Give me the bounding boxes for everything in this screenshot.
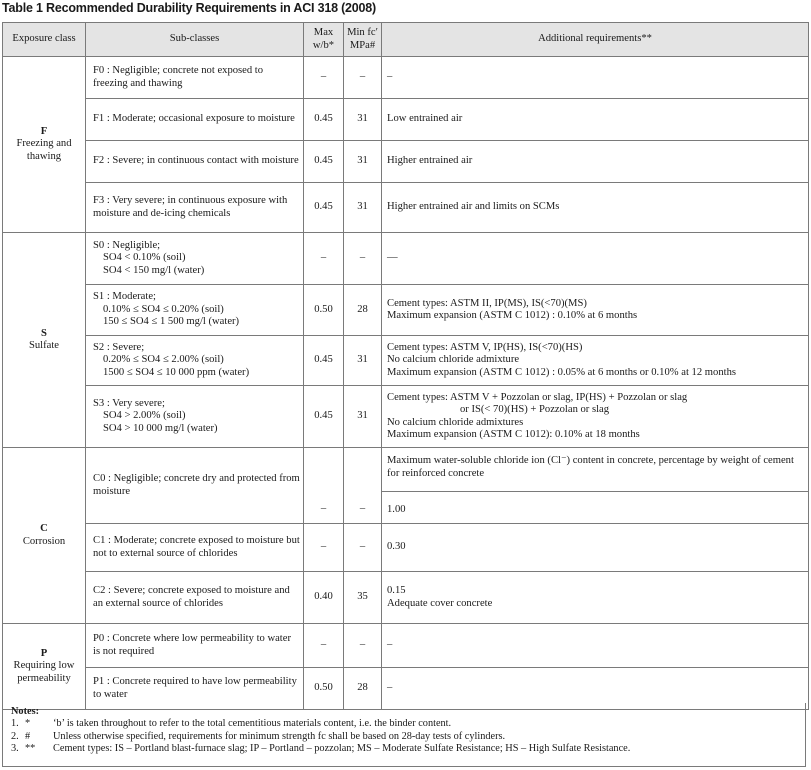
req-cell [382,285,809,336]
req-cell [382,386,809,448]
req-cell [382,448,809,524]
table-row [3,99,809,141]
note-number: 2. [11,730,19,742]
fc-cell: – [344,624,382,668]
class-name: Requiring low permeability [13,660,75,684]
table-row [3,524,809,572]
note-mark: # [25,730,31,742]
fc-cell: – [344,57,382,99]
header-min-fc: Min fc′ MPa# [344,23,382,57]
subclass-line: SO4 > 2.00% (soil) [103,410,186,422]
req-line: Maximum expansion (ASTM C 1012): 0.10% at 18 months [387,429,640,440]
note-mark: ** [25,743,36,755]
class-c-cell [3,448,86,624]
header-max-wb: Max w/b* [304,23,344,57]
req-cell: – [382,624,809,668]
req-line: Adequate cover concrete [387,597,493,609]
header-additional: Additional requirements** [382,23,809,57]
subclass-head: S3 : Very severe; [93,397,165,409]
subclass-head: S1 : Moderate; [93,291,156,303]
table-row [3,141,809,183]
wb-cell: 0.40 [304,572,344,624]
table-row [3,624,809,668]
note-mark: * [25,718,31,730]
subclass-cell: F1 : Moderate; occasional exposure to moisture [86,99,304,141]
fc-cell: – [344,233,382,285]
subclass-cell: F2 : Severe; in continuous contact with moisture [86,141,304,183]
wb-cell: – [304,448,344,524]
note-3 [11,743,797,755]
fc-cell: 35 [344,572,382,624]
req-cell: Higher entrained air and limits on SCMs [382,183,809,233]
subclass-line: 1500 ≤ SO4 ≤ 10 000 ppm (water) [103,366,250,378]
subclass-cell: C0 : Negligible; concrete dry and protected from moisture [86,448,304,524]
class-s-cell [3,233,86,448]
note-text: Cement types: IS – Portland blast-furnace slag; IP – Portland – pozzolan; MS – Moderate Sulfate Resistance; HS – High Sulfate Resistance. [53,743,631,755]
subclass-cell: C1 : Moderate; concrete exposed to moisture but not to external source of chlorides [86,524,304,572]
req-cell: – [382,668,809,710]
wb-cell: 0.45 [304,336,344,386]
notes-heading: Notes: [11,706,40,717]
wb-cell: – [304,624,344,668]
class-name: Sulfate [28,340,59,351]
note-number: 1. [11,718,19,730]
req-cell [382,572,809,624]
class-name: Freezing and thawing [16,138,72,162]
table-row [3,285,809,336]
class-letter: P [40,647,48,659]
req-cell: – [382,57,809,99]
subclass-line: 150 ≤ SO4 ≤ 1 500 mg/l (water) [103,316,240,328]
durability-table [2,22,809,710]
table-row [3,386,809,448]
table-row [3,336,809,386]
req-cell: — [382,233,809,285]
class-letter: F [40,125,48,137]
note-text: Unless otherwise specified, requirements for minimum strength fc shall be based on 28-day tests of cylinders. [53,730,506,742]
table-row [3,233,809,285]
fc-cell: – [344,524,382,572]
req-line: No calcium chloride admixtures [387,416,524,428]
subclass-cell: F3 : Very severe; in continuous exposure with moisture and de-icing chemicals [86,183,304,233]
subclass-cell: P0 : Concrete where low permeability to water is not required [86,624,304,668]
wb-cell: 0.50 [304,668,344,710]
subclass-line: 0.10% ≤ SO4 ≤ 0.20% (soil) [103,303,224,315]
note-1 [11,718,797,730]
req-cell: Higher entrained air [382,141,809,183]
note-2 [11,731,797,743]
subclass-line: SO4 < 150 mg/l (water) [103,264,205,276]
subclass-cell [86,336,304,386]
req-line: No calcium chloride admixture [387,354,520,366]
note-number: 3. [11,743,19,755]
req-line: Cement types: ASTM V + Pozzolan or slag, IP(HS) + Pozzolan or slag [387,391,688,403]
req-cell: 0.30 [382,524,809,572]
wb-cell: – [304,524,344,572]
table-row [3,57,809,99]
req-line: 0.15 [387,585,406,596]
wb-cell: 0.45 [304,141,344,183]
wb-cell: – [304,233,344,285]
subclass-cell: P1 : Concrete required to have low permeability to water [86,668,304,710]
class-p-cell [3,624,86,710]
fc-cell: – [344,448,382,524]
notes-box [2,703,806,767]
fc-cell: 31 [344,141,382,183]
fc-cell: 28 [344,285,382,336]
wb-cell: 0.45 [304,386,344,448]
fc-cell: 31 [344,183,382,233]
subclass-head: S0 : Negligible; [93,239,161,251]
req-line: Maximum expansion (ASTM C 1012) : 0.05% at 6 months or 0.10% at 12 months [387,366,736,378]
subclass-head: S2 : Severe; [93,341,145,353]
req-line: Cement types: ASTM II, IP(MS), IS(<70)(MS) [387,297,587,309]
req-line: Maximum expansion (ASTM C 1012) : 0.10% at 6 months [387,310,638,321]
req-cell: Low entrained air [382,99,809,141]
fc-cell: 31 [344,386,382,448]
subclass-cell: C2 : Severe; concrete exposed to moisture and an external source of chlorides [86,572,304,624]
class-f-cell [3,57,86,233]
class-name: Corrosion [22,535,66,547]
header-subclasses: Sub-classes [86,23,304,57]
req-line: Cement types: ASTM V, IP(HS), IS(<70)(HS) [387,341,583,353]
header-exposure: Exposure class [3,23,86,57]
wb-cell: – [304,57,344,99]
wb-cell: 0.45 [304,183,344,233]
subclass-cell [86,233,304,285]
req-line: Maximum water-soluble chloride ion (Cl⁻) content in concrete, percentage by weight of cement for reinforced concrete [382,448,808,492]
table-row [3,448,809,524]
subclass-cell: F0 : Negligible; concrete not exposed to freezing and thawing [86,57,304,99]
subclass-cell [86,285,304,336]
req-cell [382,336,809,386]
subclass-line: SO4 < 0.10% (soil) [103,252,186,264]
table-title: Table 1 Recommended Durability Requirements in ACI 318 (2008) [2,1,377,15]
wb-cell: 0.50 [304,285,344,336]
fc-cell: 31 [344,336,382,386]
subclass-line: 0.20% ≤ SO4 ≤ 2.00% (soil) [103,354,224,366]
fc-cell: 28 [344,668,382,710]
table-row [3,183,809,233]
req-line: or IS(< 70)(HS) + Pozzolan or slag [460,404,610,415]
subclass-line: SO4 > 10 000 mg/l (water) [103,422,218,434]
header-row [3,23,809,57]
fc-cell: 31 [344,99,382,141]
subclass-cell [86,386,304,448]
wb-cell: 0.45 [304,99,344,141]
class-letter: S [41,327,47,339]
req-line: 1.00 [387,503,406,515]
class-letter: C [40,523,48,534]
table-row [3,572,809,624]
note-text: ‘b’ is taken throughout to refer to the total cementitious materials content, i.e. the binder content. [53,718,452,730]
